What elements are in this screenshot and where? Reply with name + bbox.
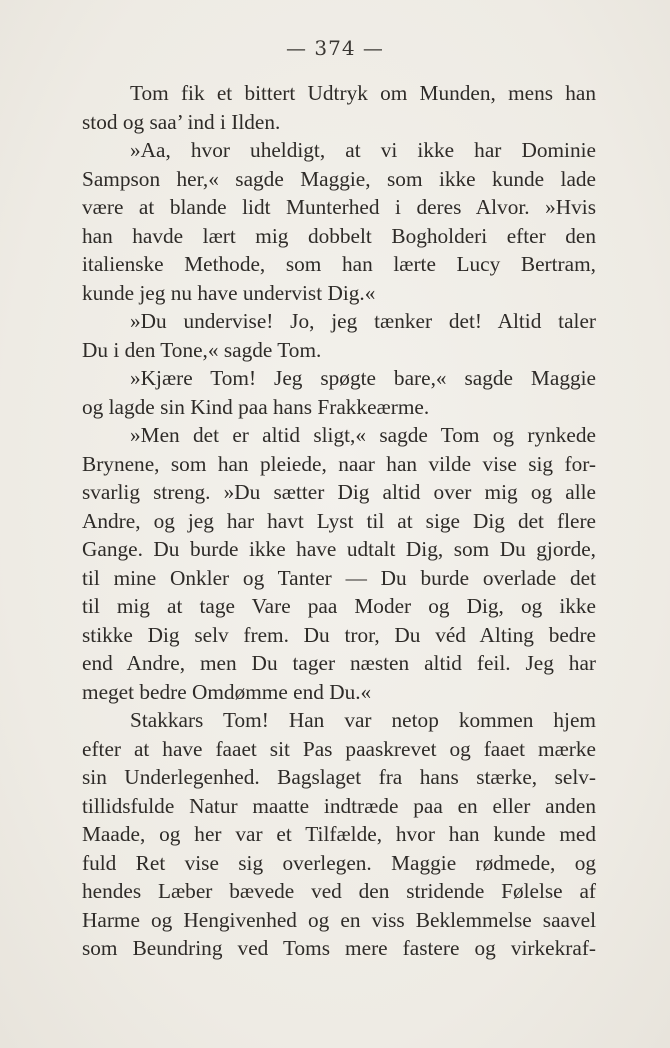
- text-line: Maade, og her var et Tilfælde, hvor han kunde med: [82, 822, 596, 846]
- text-line: efter at have faaet sit Pas paaskrevet og faaet mærke: [82, 736, 596, 761]
- text-line: og lagde sin Kind paa hans Frakkeærme.: [82, 394, 430, 419]
- page-number: — 374 —: [286, 36, 384, 60]
- text-line: end Andre, men Du tager næsten altid feil. Jeg har: [82, 651, 596, 675]
- text-line: hendes Læber bævede ved den stridende Følelse af: [82, 879, 596, 903]
- text-line: til mig at tage Vare paa Moder og Dig, og ikke: [82, 594, 596, 618]
- text-line: Stakkars Tom! Han var netop kommen hjem: [130, 708, 596, 732]
- text-line: kunde jeg nu have undervist Dig.«: [82, 280, 376, 305]
- text-line: Brynene, som han pleiede, naar han vilde vise sig for-: [82, 451, 596, 476]
- text-line: fuld Ret vise sig overlegen. Maggie rødmede, og: [82, 850, 596, 875]
- text-line: være at blande lidt Munterhed i deres Alvor. »Hvis: [82, 195, 596, 219]
- text-line: han havde lært mig dobbelt Bogholderi efter den: [82, 223, 596, 248]
- text-line: Gange. Du burde ikke have udtalt Dig, som Du gjorde,: [82, 537, 596, 561]
- text-line: stod og saa’ ind i Ilden.: [82, 109, 281, 134]
- text-line: italienske Methode, som han lærte Lucy Bertram,: [82, 252, 596, 276]
- text-line: Tom fik et bittert Udtryk om Munden, mens han: [130, 81, 596, 105]
- text-line: »Men det er altid sligt,« sagde Tom og rynkede: [130, 423, 596, 447]
- text-line: Harme og Hengivenhed og en viss Beklemmelse saavel: [82, 907, 596, 932]
- text-line: til mine Onkler og Tanter — Du burde overlade det: [82, 565, 596, 590]
- text-line: sin Underlegenhed. Bagslaget fra hans stærke, selv-: [82, 765, 596, 789]
- body-text: [82, 79, 596, 963]
- text-line: »Du undervise! Jo, jeg tænker det! Altid taler: [130, 309, 596, 333]
- text-line: »Aa, hvor uheldigt, at vi ikke har Dominie: [130, 138, 596, 162]
- text-line: »Kjære Tom! Jeg spøgte bare,« sagde Maggie: [130, 366, 596, 390]
- text-line: meget bedre Omdømme end Du.«: [82, 679, 372, 704]
- text-line: svarlig streng. »Du sætter Dig altid over mig og alle: [82, 480, 596, 504]
- text-line: Sampson her,« sagde Maggie, som ikke kunde lade: [82, 166, 596, 191]
- text-line: Du i den Tone,« sagde Tom.: [82, 337, 322, 362]
- text-line: tillidsfulde Natur maatte indtræde paa en eller anden: [82, 793, 596, 818]
- text-line: Andre, og jeg har havt Lyst til at sige Dig det flere: [82, 508, 596, 533]
- text-line: stikke Dig selv frem. Du tror, Du véd Alting bedre: [82, 622, 596, 647]
- text-line: som Beundring ved Toms mere fastere og virkekraf-: [82, 936, 596, 960]
